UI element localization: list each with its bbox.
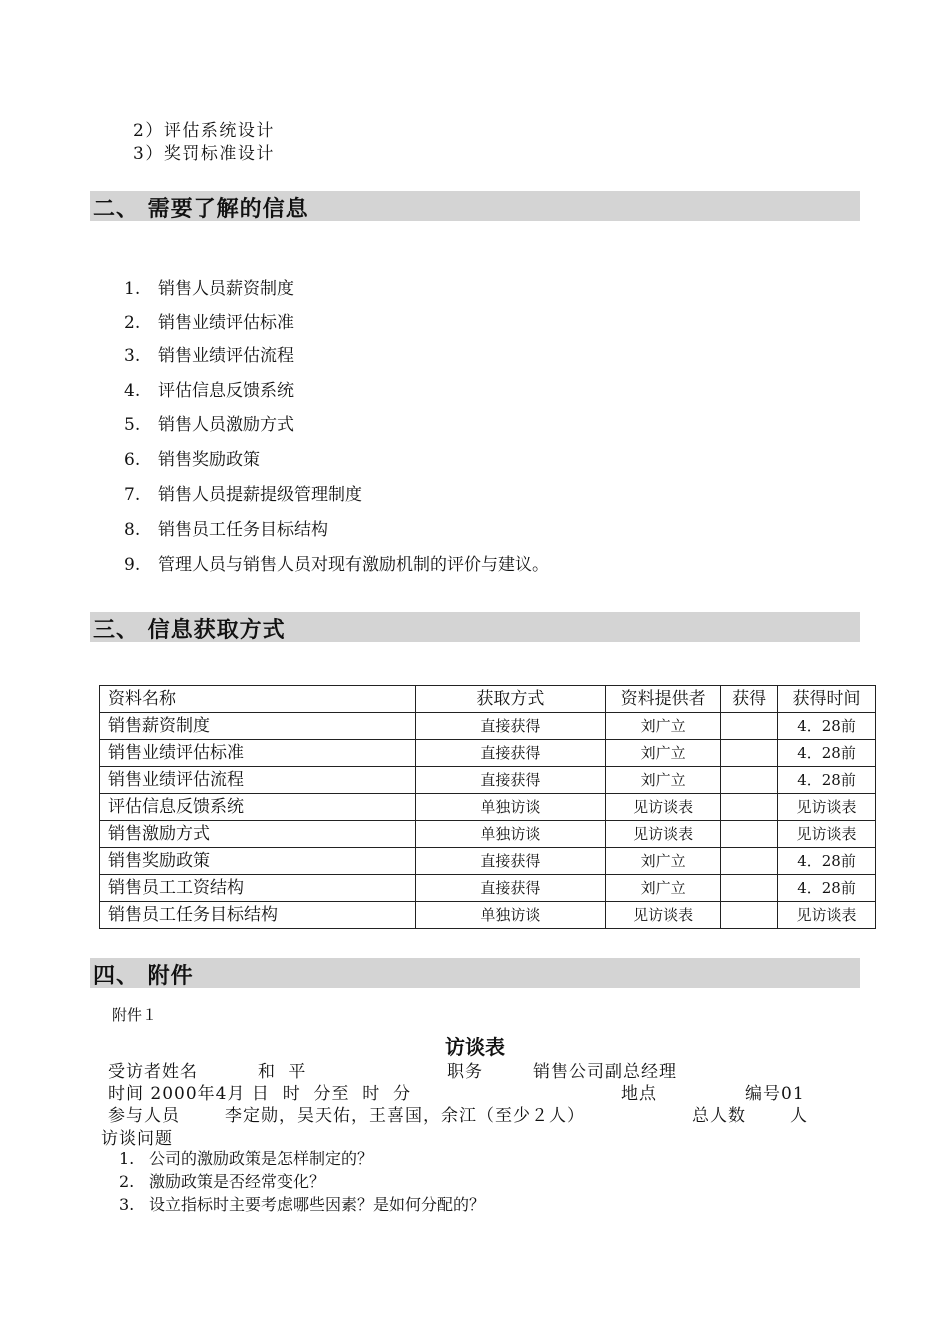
table-row <box>100 713 876 740</box>
list-item: 1. 销售人员薪资制度 <box>124 279 294 299</box>
table-cell: 见访谈表 <box>606 821 721 848</box>
list-item: 8. 销售员工任务目标结构 <box>124 520 328 540</box>
table-cell: 见访谈表 <box>606 902 721 929</box>
table-cell <box>721 767 778 794</box>
table-cell: 评估信息反馈系统 <box>100 794 416 821</box>
interviewee-name: 和 平 <box>258 1062 310 1082</box>
section-header-info-needed <box>90 191 860 221</box>
table-cell: 销售员工工资结构 <box>100 875 416 902</box>
column-header: 获取方式 <box>415 686 606 713</box>
column-header: 资料名称 <box>100 686 416 713</box>
question-item: 1. 公司的激励政策是怎样制定的？ <box>119 1149 374 1168</box>
table-cell: 4．28前 <box>778 848 876 875</box>
table-row <box>100 740 876 767</box>
table-row <box>100 875 876 902</box>
table-cell <box>721 902 778 929</box>
attachment-label: 附件１ <box>112 1006 158 1024</box>
acquisition-table <box>99 685 876 929</box>
table-cell: 销售业绩评估流程 <box>100 767 416 794</box>
list-item: 7. 销售人员提薪提级管理制度 <box>124 485 362 505</box>
table-cell <box>721 821 778 848</box>
table-cell: 销售激励方式 <box>100 821 416 848</box>
section-header-info-acquisition <box>90 612 860 642</box>
list-item: 4. 评估信息反馈系统 <box>124 381 294 401</box>
table-cell: 销售业绩评估标准 <box>100 740 416 767</box>
table-cell: 直接获得 <box>415 740 606 767</box>
table-cell <box>721 740 778 767</box>
table-cell: 见访谈表 <box>778 902 876 929</box>
table-row <box>100 902 876 929</box>
table-cell <box>721 875 778 902</box>
questions-label: 访谈问题 <box>101 1129 173 1149</box>
question-item: 2. 激励政策是否经常变化？ <box>119 1172 326 1191</box>
column-header: 获得 <box>721 686 778 713</box>
table-cell: 单独访谈 <box>415 902 606 929</box>
table-row <box>100 794 876 821</box>
table-cell: 销售员工任务目标结构 <box>100 902 416 929</box>
table-cell: 4．28前 <box>778 713 876 740</box>
participants-label: 参与人员 <box>108 1106 180 1126</box>
table-cell: 销售奖励政策 <box>100 848 416 875</box>
total-label: 总人数 <box>692 1106 746 1126</box>
table-cell: 直接获得 <box>415 713 606 740</box>
question-item: 3. 设立指标时主要考虑哪些因素？是如何分配的？ <box>119 1195 486 1214</box>
interview-time: 时间 2000年4月 日 时 分至 时 分 <box>108 1084 412 1104</box>
table-row <box>100 767 876 794</box>
list-item: 2. 销售业绩评估标准 <box>124 313 294 333</box>
table-cell: 单独访谈 <box>415 821 606 848</box>
table-cell: 4．28前 <box>778 875 876 902</box>
table-cell <box>721 848 778 875</box>
section-title: 三、 信息获取方式 <box>93 618 286 643</box>
section-title: 四、 附件 <box>93 964 194 989</box>
list-item: 3. 销售业绩评估流程 <box>124 346 294 366</box>
section-header-attachments <box>90 958 860 988</box>
table-cell: 刘广立 <box>606 713 721 740</box>
sub-item-reward-design: 3）奖罚标准设计 <box>133 144 275 164</box>
position-value: 销售公司副总经理 <box>533 1062 677 1082</box>
table-cell: 4．28前 <box>778 740 876 767</box>
list-item: 5. 销售人员激励方式 <box>124 415 294 435</box>
total-unit: 人 <box>790 1106 808 1126</box>
table-cell: 直接获得 <box>415 848 606 875</box>
table-row <box>100 848 876 875</box>
interviewee-label: 受访者姓名 <box>108 1062 198 1082</box>
section-title: 二、 需要了解的信息 <box>93 197 309 222</box>
table-cell: 见访谈表 <box>778 821 876 848</box>
list-item: 9. 管理人员与销售人员对现有激励机制的评价与建议。 <box>124 555 549 575</box>
table-cell: 销售薪资制度 <box>100 713 416 740</box>
table-cell: 刘广立 <box>606 875 721 902</box>
column-header: 资料提供者 <box>606 686 721 713</box>
table-cell: 刘广立 <box>606 767 721 794</box>
participants-value: 李定勋，吴天佑，王喜国，余江（至少２人） <box>225 1106 585 1126</box>
table-cell <box>721 794 778 821</box>
position-label: 职务 <box>447 1062 483 1082</box>
list-item: 6. 销售奖励政策 <box>124 450 260 470</box>
sub-item-evaluation-design: 2）评估系统设计 <box>133 121 275 141</box>
table-cell: 直接获得 <box>415 875 606 902</box>
place-label: 地点 <box>621 1084 657 1104</box>
table-cell <box>721 713 778 740</box>
interview-form-title: 访谈表 <box>445 1035 505 1059</box>
number-label: 编号01 <box>745 1084 805 1104</box>
table-row <box>100 821 876 848</box>
table-cell: 见访谈表 <box>606 794 721 821</box>
table-cell: 单独访谈 <box>415 794 606 821</box>
table-header-row <box>100 686 876 713</box>
table-cell: 直接获得 <box>415 767 606 794</box>
table-cell: 刘广立 <box>606 848 721 875</box>
table-cell: 刘广立 <box>606 740 721 767</box>
table-cell: 见访谈表 <box>778 794 876 821</box>
column-header: 获得时间 <box>778 686 876 713</box>
table-cell: 4．28前 <box>778 767 876 794</box>
